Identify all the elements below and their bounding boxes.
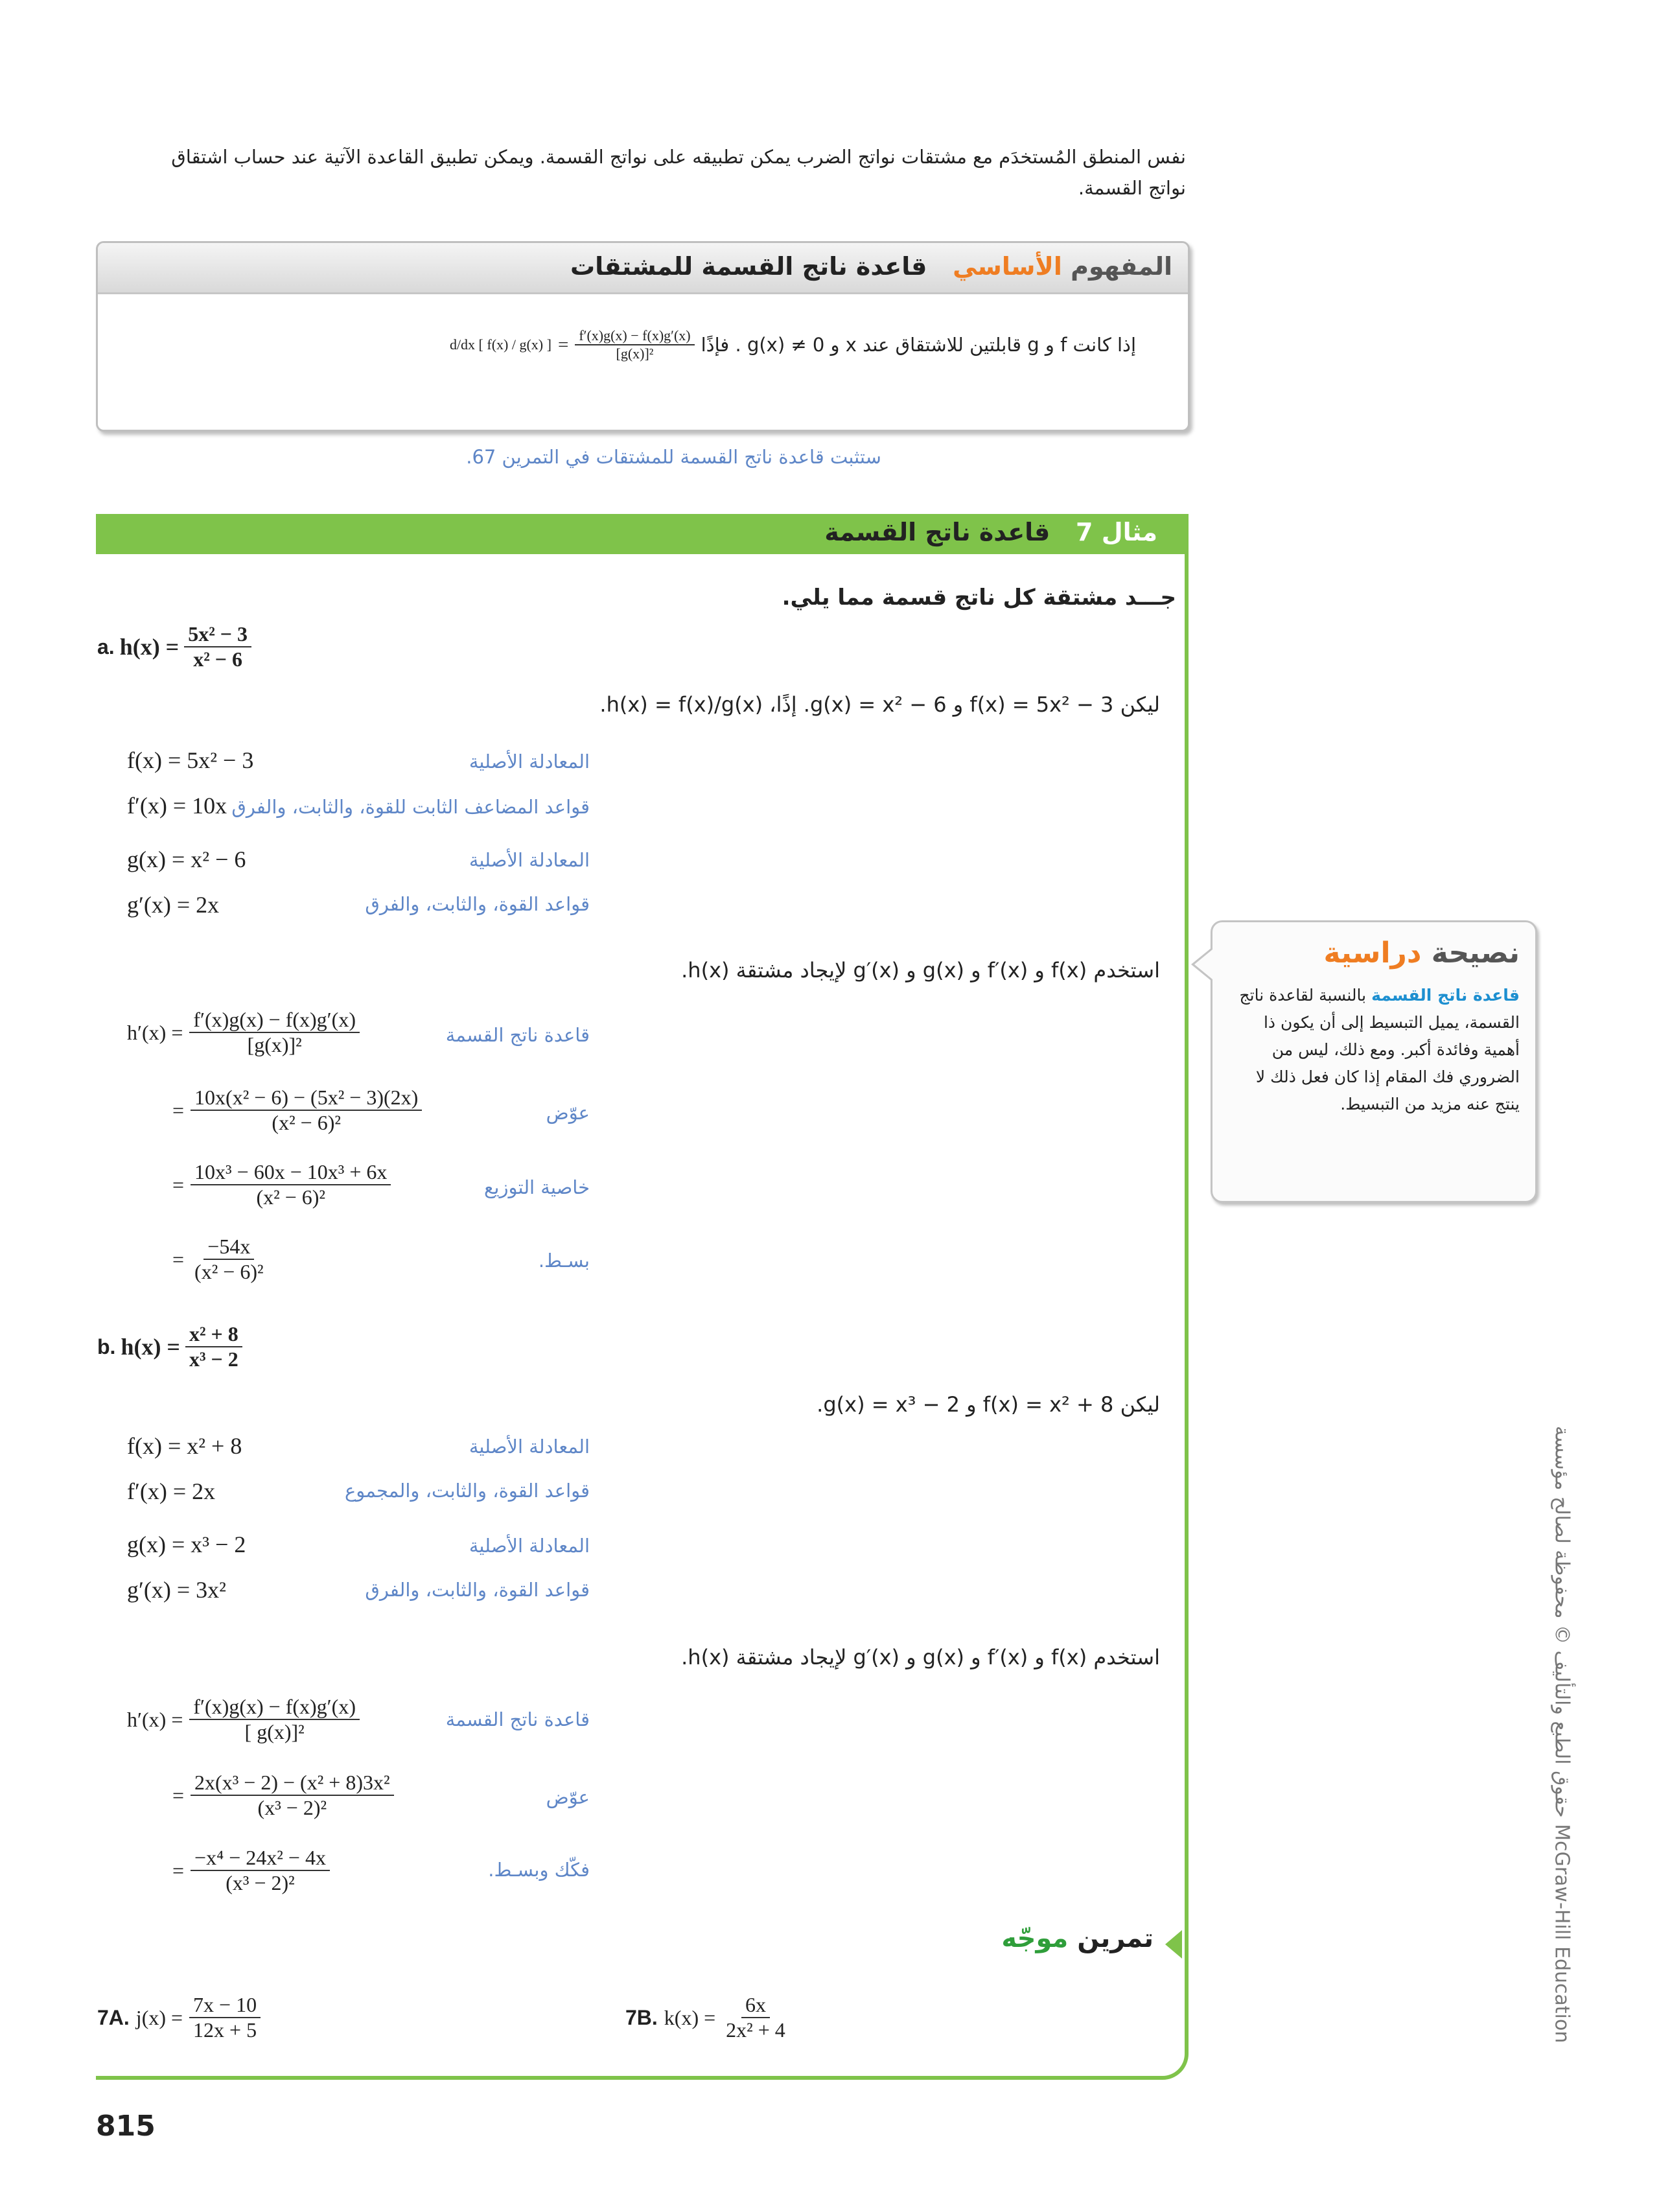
part-a-line-2-label: قواعد المضاعف الثابت للقوة، والثابت، والفرق xyxy=(231,796,590,818)
part-b-step-1-label: قاعدة ناتج القسمة xyxy=(445,1708,590,1730)
part-a-line-3: g(x) = x² − 6 xyxy=(127,846,246,872)
part-a-use: استخدم f(x) و f′(x) و g(x) و g′(x) لإيجاد مشتقة h(x). xyxy=(681,958,1160,983)
study-tip-text: قاعدة ناتج القسمة بالنسبة لقاعدة ناتج القسمة، يميل التبسيط إلى أن يكون ذا أهمية وفائدة أكبر. ومع ذلك، ليس من الضروري فك المقام إذا كان فعل ذلك لا ينتج عنه مزيد من التبسيط. xyxy=(1239,986,1520,1113)
key-concept-title xyxy=(570,252,1172,281)
part-a-line-3-label: المعادلة الأصلية xyxy=(469,849,590,871)
part-b-step-2-label: عوّض xyxy=(546,1786,590,1808)
part-a-let: ليكن f(x) = 5x² − 3 و g(x) = x² − 6. إذًا، h(x) = f(x)/g(x). xyxy=(599,692,1160,717)
example-prompt: جـــد مشتقة كل ناتج قسمة مما يلي. xyxy=(782,585,1176,611)
key-concept-box xyxy=(96,241,1190,432)
part-b-numerator: x² + 8 xyxy=(185,1322,242,1347)
example-heading: قاعدة ناتج القسمة xyxy=(824,518,1050,546)
part-a-step-4-label: بسـط. xyxy=(538,1250,590,1272)
example-title xyxy=(824,518,1157,546)
part-a-label: a. xyxy=(97,634,115,658)
part-b-label: b. xyxy=(97,1334,116,1358)
part-b-function xyxy=(97,1322,242,1371)
part-a-denominator: x² − 6 xyxy=(193,647,243,671)
key-concept-heading: قاعدة ناتج القسمة للمشتقات xyxy=(570,252,927,281)
part-a-step-3: = $\frac{\text{10x³ − 60x − 10x³ + 6x}}{\text{(x² − 6)²}}$ xyxy=(172,1160,391,1209)
guided-practice-heading: تمرين موجّه xyxy=(1001,1924,1154,1953)
study-tip-box xyxy=(1211,920,1537,1203)
part-a-line-1-label: المعادلة الأصلية xyxy=(469,751,590,773)
example-frame xyxy=(96,514,1189,2080)
part-b-step-1: h′(x) = $\frac{f'(x)g(x) - f(x)g'(x)}{\text{[ g(x)]²}}$ xyxy=(127,1695,360,1744)
part-b-step-3-label: فكّك وبسـط. xyxy=(488,1859,590,1881)
part-a-line-1: f(x) = 5x² − 3 xyxy=(127,747,254,773)
part-b-hx: h(x) = xyxy=(121,1334,180,1360)
study-tip-title: نصيحة دراسية xyxy=(1323,937,1520,970)
quotient-rule-rhs xyxy=(575,327,694,362)
practice-arrow-icon xyxy=(1165,1930,1182,1959)
part-b-step-3: = $\frac{\text{−x⁴ − 24x² − 4x}}{\text{(x³ − 2)²}}$ xyxy=(172,1846,330,1895)
key-concept-prefix: إذا كانت f و g قابلتين للاشتقاق عند x و g(x) ≠ 0 . فإذًا xyxy=(701,334,1136,356)
part-a-function xyxy=(97,622,251,671)
part-b-line-1-label: المعادلة الأصلية xyxy=(469,1436,590,1458)
part-b-step-2: = $\frac{\text{2x(x³ − 2) − (x² + 8)3x²}}{\text{(x³ − 2)²}}$ xyxy=(172,1771,394,1820)
part-b-line-1: f(x) = x² + 8 xyxy=(127,1433,242,1459)
part-b-use: استخدم f(x) و f′(x) و g(x) و g′(x) لإيجاد مشتقة h(x). xyxy=(681,1645,1160,1670)
key-concept-label-2: الأساسي xyxy=(953,252,1062,281)
part-a-step-2: = $\frac{\text{10x(x² − 6) − (5x² − 3)(2x)}}{\text{(x² − 6)²}}$ xyxy=(172,1086,422,1135)
part-a-step-1-label: قاعدة ناتج القسمة xyxy=(445,1024,590,1046)
part-a-step-2-label: عوّض xyxy=(546,1102,590,1124)
page-number: 815 xyxy=(96,2110,156,2143)
part-a-line-2: f′(x) = 10x xyxy=(127,793,227,819)
part-a-hx: h(x) = xyxy=(119,634,180,660)
exercise-7b: 7B. k(x) = $\frac{6x}{\text{2x² + 4}}$ xyxy=(625,1993,785,2042)
part-b-line-4: g′(x) = 3x² xyxy=(127,1577,226,1603)
copyright-sidebar xyxy=(1542,1426,1581,2171)
part-a-line-4: g′(x) = 2x xyxy=(127,892,220,918)
part-a-line-4-label: قواعد القوة، والثابت، والفرق xyxy=(365,893,590,915)
part-b-line-2: f′(x) = 2x xyxy=(127,1478,216,1504)
part-a-numerator: 5x² − 3 xyxy=(184,622,251,647)
intro-paragraph: نفس المنطق المُستخدَم مع مشتقات نواتج الضرب يمكن تطبيقه على نواتج القسمة. ويمكن تطبيق القاعدة الآتية عند حساب اشتقاق نواتج القسمة. xyxy=(171,146,1186,199)
quotient-rule-denominator: [g(x)]² xyxy=(616,345,654,362)
key-concept-statement: إذا كانت f و g قابلتين للاشتقاق عند x و g(x) ≠ 0 . فإذًا $\frac{f'(x)g(x) - f(x)g'(x)}{\text{[g(x)]²}}$ = d/dx [ f(x) / g(x) ] xyxy=(449,327,1136,362)
key-concept-header xyxy=(98,243,1188,294)
part-b-let: ليكن f(x) = x² + 8 و g(x) = x³ − 2. xyxy=(817,1392,1160,1417)
part-b-line-2-label: قواعد القوة، والثابت، والمجموع xyxy=(344,1480,590,1502)
part-b-line-3: g(x) = x³ − 2 xyxy=(127,1531,246,1557)
part-a-step-1: h′(x) = $\frac{f'(x)g(x) - f(x)g'(x)}{\text{[g(x)]²}}$ xyxy=(127,1008,360,1057)
key-concept-note: ستثبت قاعدة ناتج القسمة للمشتقات في التمرين 67. xyxy=(466,446,881,468)
copyright-text: حقوق الطبع والتأليف © محفوظة لصالح مؤسسة McGraw-Hill Education xyxy=(1550,1426,1573,2043)
quotient-rule-numerator: f′(x)g(x) − f(x)g′(x) xyxy=(575,327,694,345)
quotient-rule-lhs: d/dx [ f(x) / g(x) ] xyxy=(449,336,551,353)
example-number: مثال 7 xyxy=(1076,518,1157,546)
part-b-line-4-label: قواعد القوة، والثابت، والفرق xyxy=(365,1579,590,1601)
part-a-step-4: = $\frac{-54x}{\text{(x² − 6)²}}$ xyxy=(172,1235,264,1283)
part-b-denominator: x³ − 2 xyxy=(189,1347,238,1371)
part-b-line-3-label: المعادلة الأصلية xyxy=(469,1535,590,1557)
exercise-7a: 7A. j(x) = $\frac{7x - 10}{12x + 5}$ xyxy=(97,1993,261,2042)
part-a-step-3-label: خاصية التوزيع xyxy=(483,1176,590,1198)
example-header-bar xyxy=(96,514,1189,554)
key-concept-label-1: المفهوم xyxy=(1071,252,1172,281)
